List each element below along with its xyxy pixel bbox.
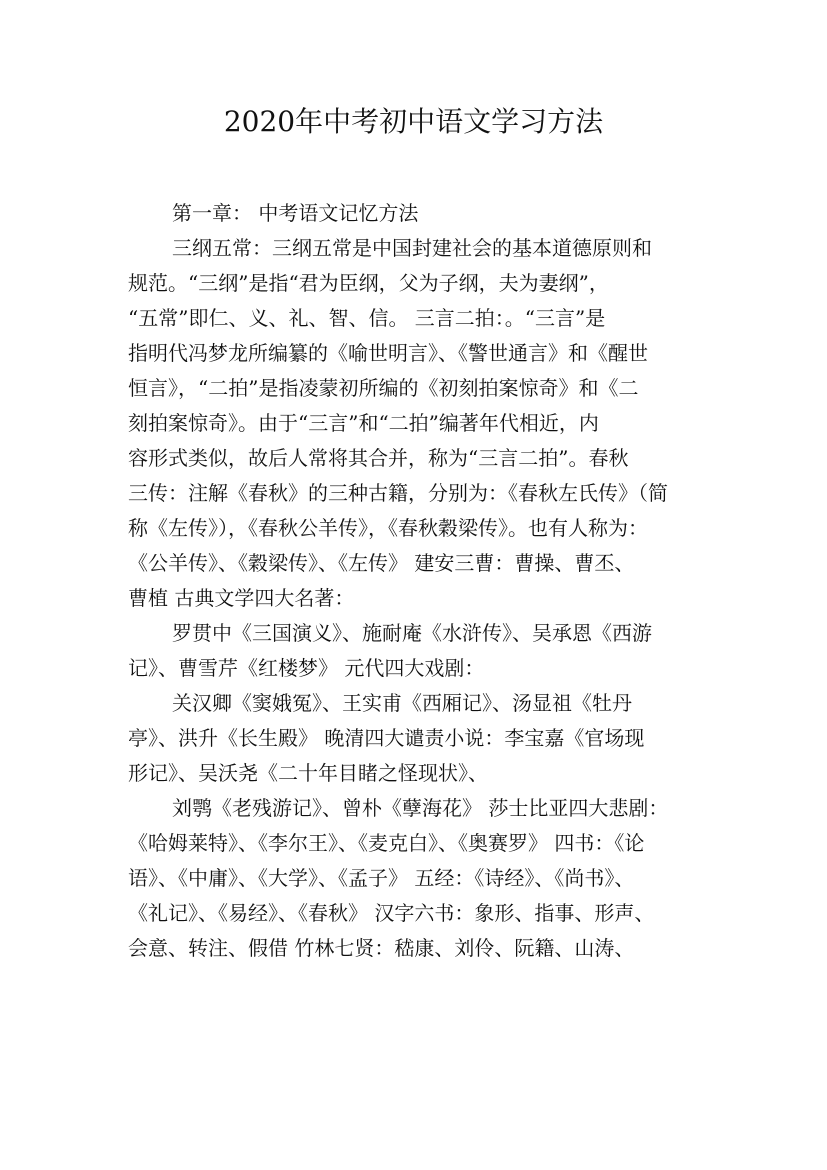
document-body (128, 196, 718, 966)
paragraph-line: 《公羊传》、《穀梁传》、《左传》 建安三曹：曹操、曹丕、 (128, 551, 635, 575)
paragraph-line: 规范。“三纲”是指“君为臣纲，父为子纲，夫为妻纲”， (128, 271, 609, 295)
paragraph-line: 三纲五常：三纲五常是中国封建社会的基本道德原则和 (172, 236, 652, 260)
document-title: 2020年中考初中语文学习方法 (223, 105, 604, 138)
paragraph-line: 指明代冯梦龙所编纂的《喻世明言》、《警世通言》和《醒世 (128, 341, 648, 365)
paragraph-line: 《哈姆莱特》、《李尔王》、《麦克白》、《奥赛罗》 四书：《论 (128, 831, 645, 855)
paragraph-line: 形记》、吴沃尧《二十年目睹之怪现状》、 (128, 761, 488, 785)
paragraph-line: 三传：注解《春秋》的三种古籍，分别为：《春秋左氏传》（简 (128, 481, 668, 505)
paragraph-line: 语》、《中庸》、《大学》、《孟子》 五经：《诗经》、《尚书》、 (128, 866, 635, 890)
paragraph-line: 关汉卿《窦娥冤》、王实甫《西厢记》、汤显祖《牡丹 (172, 691, 632, 715)
paragraph-line: 《礼记》、《易经》、《春秋》 汉字六书：象形、指事、形声、 (128, 901, 655, 925)
paragraph-line: 刻拍案惊奇》。由于“三言”和“二拍”编著年代相近，内 (128, 411, 599, 435)
paragraph-line: 曹植 古典文学四大名著： (128, 586, 355, 610)
paragraph-line: 亭》、洪升《长生殿》 晚清四大谴责小说：李宝嘉《官场现 (128, 726, 645, 750)
paragraph-line: 罗贯中《三国演义》、施耐庵《水浒传》、吴承恩《西游 (172, 621, 652, 645)
paragraph-line: 记》、曹雪芹《红楼梦》 元代四大戏剧： (128, 656, 485, 680)
chapter-heading: 第一章： 中考语文记忆方法 (172, 201, 419, 225)
paragraph-line: 会意、转注、假借 竹林七贤：嵇康、刘伶、阮籍、山涛、 (128, 936, 635, 960)
paragraph-line: “五常”即仁、义、礼、智、信。 三言二拍：。“三言”是 (128, 306, 606, 330)
paragraph-line: 刘鹗《老残游记》、曾朴《孽海花》 莎士比亚四大悲剧： (172, 796, 669, 820)
paragraph-line: 恒言》，“二拍”是指凌蒙初所编的《初刻拍案惊奇》和《二 (128, 376, 639, 400)
paragraph-line: 容形式类似，故后人常将其合并，称为“三言二拍”。春秋 (128, 446, 629, 470)
paragraph-line: 称《左传》），《春秋公羊传》，《春秋穀梁传》。也有人称为： (128, 516, 648, 540)
